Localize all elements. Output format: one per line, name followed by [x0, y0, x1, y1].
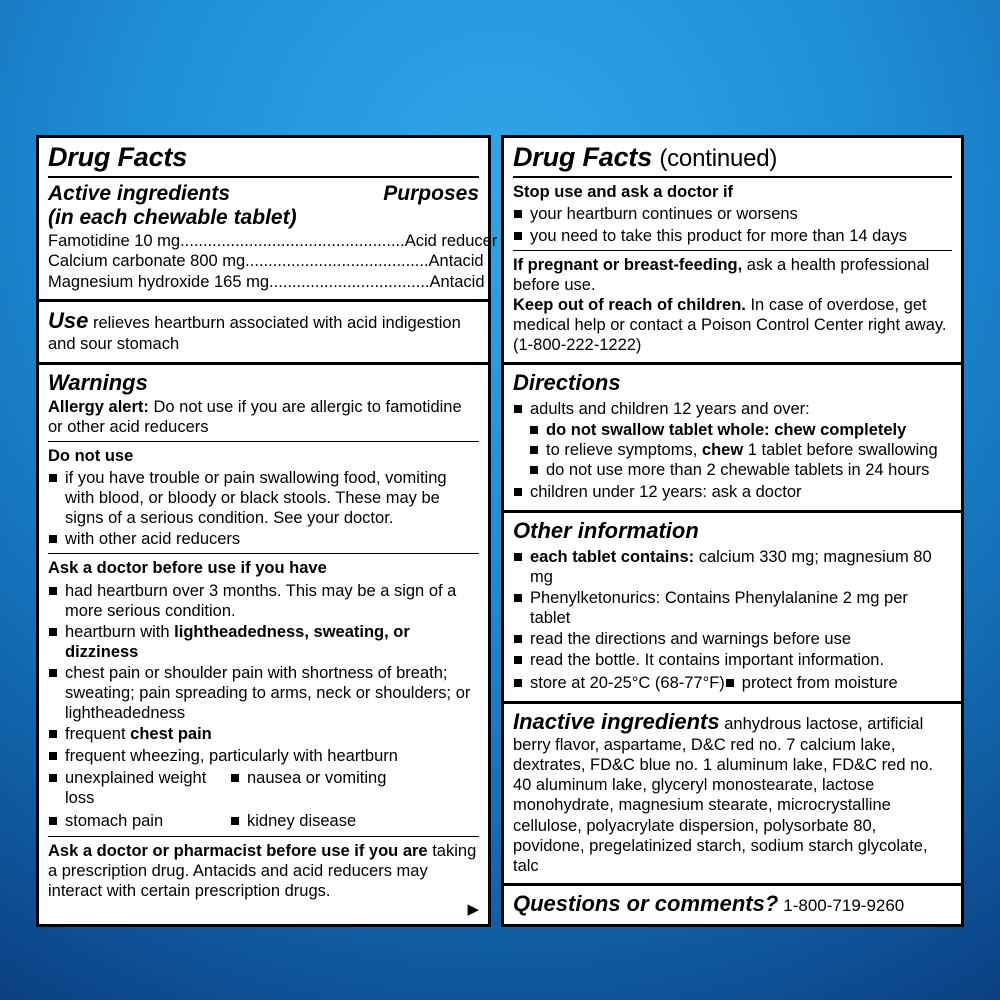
list-item: chest pain or shoulder pain with shortness of breath; sweating; pain spreading to arms, neck or shoulders; or lightheadedness: [48, 663, 479, 723]
drug-facts-label: [36, 135, 964, 927]
page-title: Drug Facts: [48, 142, 188, 172]
pregnant-warning: [513, 255, 952, 295]
keep-out-of-reach: [513, 295, 952, 355]
ask-doctor-list: [48, 581, 479, 766]
list-item-emphasis: chest pain: [130, 725, 212, 744]
list-item: do not swallow tablet whole: chew completely: [529, 420, 952, 440]
warnings-block: [39, 365, 488, 924]
stop-use-block: [504, 138, 961, 365]
active-ingredients-heading: Active ingredients: [48, 182, 231, 206]
pregnant-warning-text: ask a health professional before use.: [513, 255, 930, 294]
inactive-ingredients-text: anhydrous lactose, artificial berry flavor, aspartame, D&C red no. 7 calcium lake, dextrates, FD&C blue no. 1 aluminum lake, FD&C red no. 40 aluminum lake, glyceryl monostearate, lactose monohydrate, magnesium stearate, microcrystalline cellulose, polyacrylate dispersion, polysorbate 80, povidone, pregelatinized starch, sodium starch glycolate, talc: [513, 714, 934, 875]
continue-arrow-icon: ▶: [467, 901, 479, 919]
inactive-ingredients: [513, 709, 952, 876]
left-column: [36, 135, 498, 927]
list-item-emphasis: each tablet contains:: [530, 547, 695, 566]
use-label: Use: [48, 307, 89, 333]
other-information-block: [504, 513, 961, 703]
active-ingredients-subheading: (in each chewable tablet): [48, 206, 297, 230]
list-item: children under 12 years: ask a doctor: [513, 482, 952, 502]
directions-children: [513, 482, 952, 502]
page-title-continued: [513, 143, 952, 171]
keep-out-label: Keep out of reach of children.: [513, 295, 746, 314]
list-item: nausea or vomiting: [230, 768, 479, 808]
list-item: read the directions and warnings before use: [513, 629, 952, 649]
page-title-continued-label: (continued): [659, 145, 778, 172]
stop-use-heading: Stop use and ask a doctor if: [513, 183, 734, 202]
questions-phone: 1-800-719-9260: [783, 895, 905, 915]
ingredient-row: Magnesium hydroxide 165 mg...................................Antacid: [48, 272, 485, 291]
list-item: Phenylketonurics: Contains Phenylalanine 2 mg per tablet: [513, 588, 952, 628]
stop-use-list: [513, 204, 952, 245]
questions-block: [504, 886, 961, 924]
list-item: stomach pain: [48, 811, 230, 831]
pharmacist-warning-text: taking a prescription drug. Antacids and acid reducers may interact with certain prescription drugs.: [48, 842, 477, 901]
use-block: [39, 302, 488, 365]
page-title-text: Drug Facts: [513, 142, 653, 172]
right-column: [501, 135, 964, 927]
list-item: store at 20-25°C (68-77°F): [513, 673, 725, 693]
directions-title: Directions: [513, 370, 621, 396]
list-item-emphasis: lightheadedness, sweating, or dizziness: [65, 622, 410, 661]
other-information-storage-row: [513, 673, 952, 694]
ask-doctor-list-row2: [48, 811, 479, 832]
allergy-alert-label: Allergy alert:: [48, 397, 149, 416]
keep-out-text: In case of overdose, get medical help or contact a Poison Control Center right away. (1-800-222-1222): [513, 295, 947, 355]
ask-doctor-heading: Ask a doctor before use if you have: [48, 559, 327, 578]
pharmacist-warning-label: Ask a doctor or pharmacist before use if you are: [48, 842, 428, 860]
list-item: adults and children 12 years and over:: [513, 399, 952, 419]
directions-list: [513, 399, 952, 419]
list-item: with other acid reducers: [48, 529, 479, 549]
inactive-ingredients-title: Inactive ingredients: [513, 708, 720, 734]
inactive-ingredients-block: [504, 704, 961, 886]
other-information-title: Other information: [513, 518, 699, 544]
active-ingredients-header: [48, 182, 479, 206]
list-item: to relieve symptoms, chew 1 tablet before swallowing: [529, 440, 952, 460]
list-item: you need to take this product for more than 14 days: [513, 226, 952, 246]
pharmacist-warning: [48, 841, 479, 901]
list-item: read the bottle. It contains important information.: [513, 650, 952, 670]
do-not-use-list: [48, 468, 479, 550]
directions-sublist: [513, 420, 952, 480]
questions-label: Questions or comments?: [513, 890, 779, 916]
other-information-list: [513, 547, 952, 671]
list-item: unexplained weight loss: [48, 768, 230, 808]
allergy-alert-text: Do not use if you are allergic to famotidine or other acid reducers: [48, 397, 462, 436]
allergy-alert: [48, 397, 479, 437]
purposes-heading: Purposes: [383, 182, 479, 206]
list-item: your heartburn continues or worsens: [513, 204, 952, 224]
warnings-title: Warnings: [48, 370, 148, 396]
ask-doctor-list-row1: [48, 768, 479, 809]
list-item: do not use more than 2 chewable tablets in 24 hours: [529, 460, 952, 480]
list-item: protect from moisture: [725, 673, 974, 693]
list-item-emphasis: chew: [701, 440, 744, 459]
questions-row: [513, 891, 952, 917]
list-item: heartburn with lightheadedness, sweating, or dizziness: [48, 622, 479, 662]
use-description: relieves heartburn associated with acid indigestion and sour stomach: [48, 313, 461, 354]
ingredient-row: Famotidine 10 mg.................................................Acid reducer: [48, 231, 498, 250]
list-item: each tablet contains: calcium 330 mg; magnesium 80 mg: [513, 547, 952, 587]
list-item: kidney disease: [230, 811, 479, 831]
pregnant-warning-label: If pregnant or breast-feeding,: [513, 255, 743, 274]
do-not-use-heading: Do not use: [48, 446, 134, 465]
list-item: frequent chest pain: [48, 724, 479, 744]
ingredient-row: Calcium carbonate 800 mg........................................Antacid: [48, 252, 484, 271]
directions-block: [504, 365, 961, 513]
list-item: had heartburn over 3 months. This may be a sign of a more serious condition.: [48, 581, 479, 621]
use-text: [48, 307, 479, 355]
list-item: if you have trouble or pain swallowing food, vomiting with blood, or bloody or black stools. These may be signs of a serious condition. See your doctor.: [48, 468, 479, 528]
active-ingredients-block: [39, 138, 498, 302]
list-item: frequent wheezing, particularly with heartburn: [48, 746, 479, 766]
